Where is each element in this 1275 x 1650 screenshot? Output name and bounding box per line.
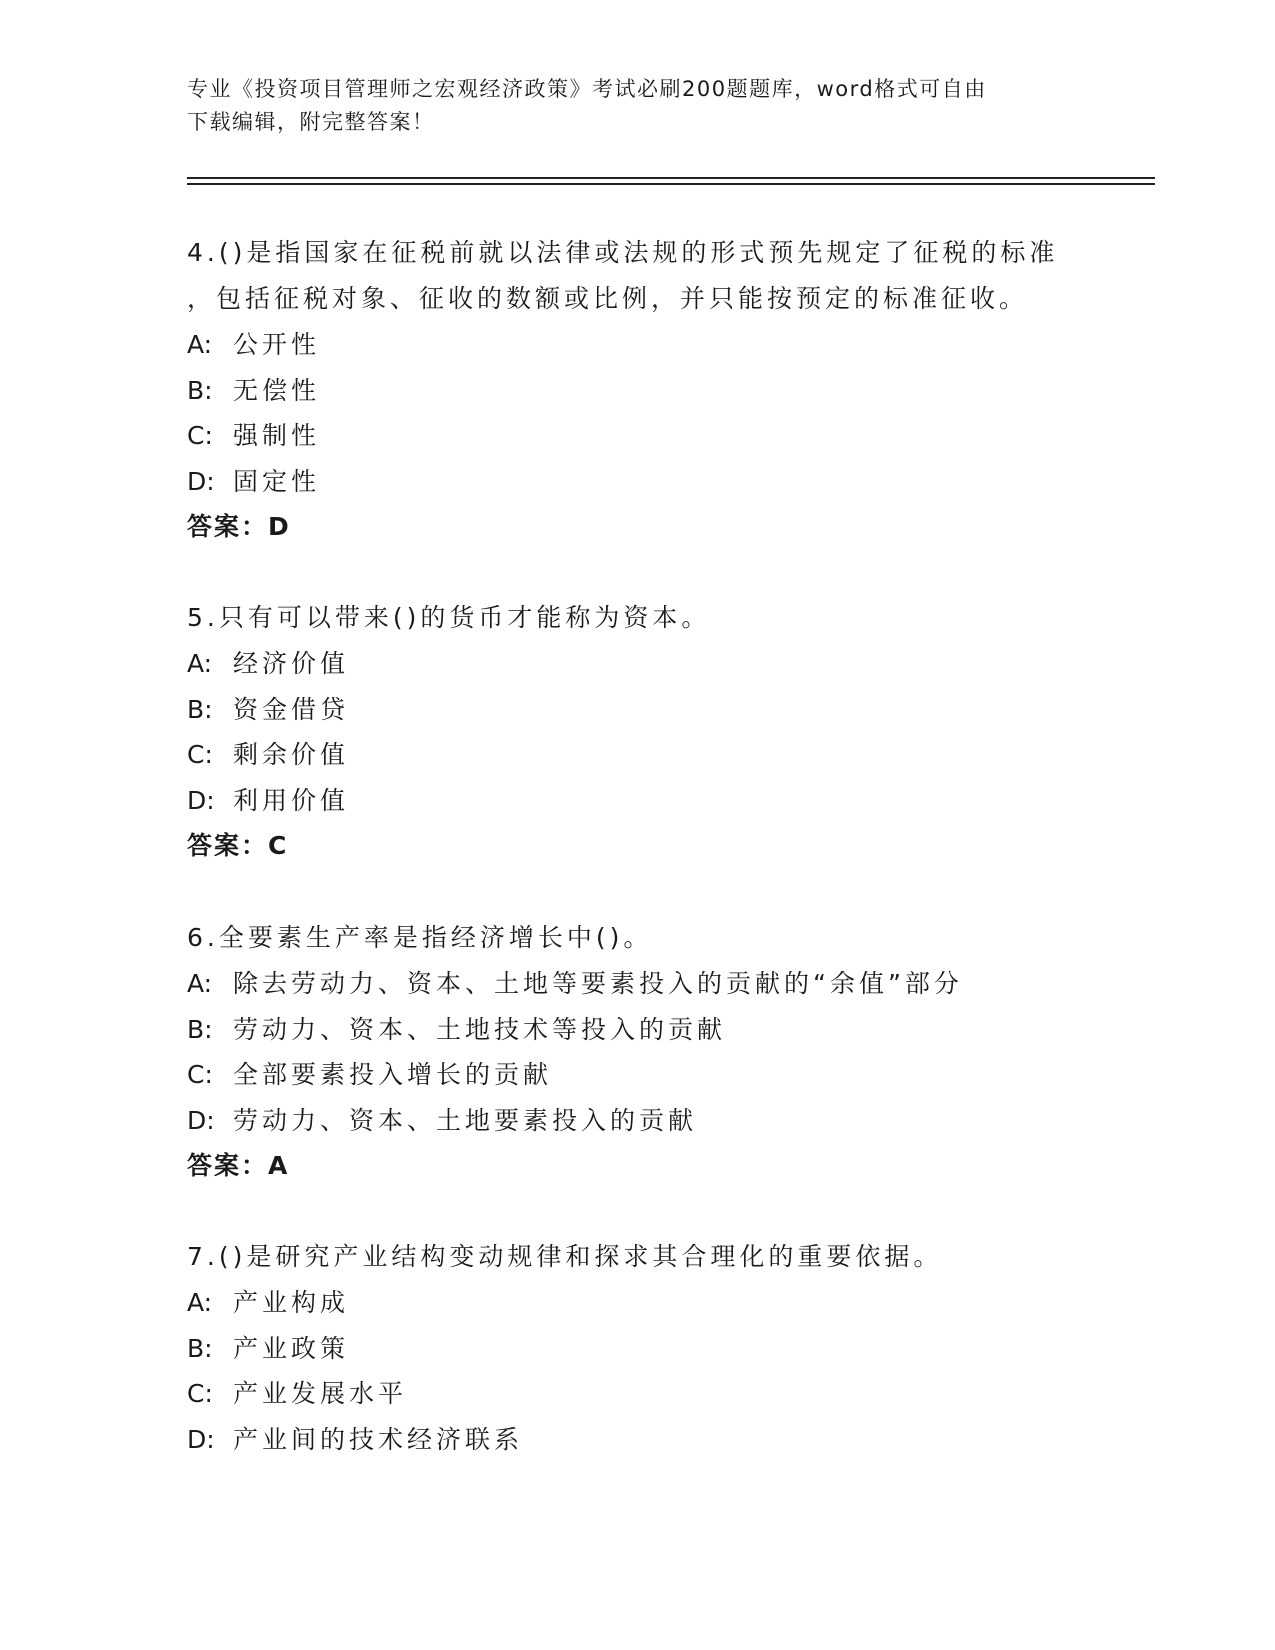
option-d <box>187 1098 1087 1144</box>
option-text: 劳动力、资本、土地技术等投入的贡献 <box>233 1014 727 1044</box>
option-text: 经济价值 <box>233 649 350 678</box>
option-letter: A: <box>187 969 213 998</box>
option-letter: A: <box>187 330 213 359</box>
question-stem-line-1: 4.()是指国家在征税前就以法律或法规的形式预先规定了征税的标准 <box>187 238 1059 267</box>
option-text: 产业间的技术经济联系 <box>233 1424 524 1454</box>
question-6 <box>187 915 1087 1189</box>
option-text: 产业政策 <box>233 1333 350 1363</box>
option-a <box>187 1280 1087 1326</box>
option-letter: C: <box>187 740 213 769</box>
option-b <box>187 1007 1087 1053</box>
option-text: 强制性 <box>233 421 321 450</box>
option-b <box>187 368 1087 414</box>
option-letter: A: <box>187 1288 213 1317</box>
option-letter: B: <box>187 1014 213 1044</box>
option-letter: D: <box>187 466 215 496</box>
option-text: 全部要素投入增长的贡献 <box>233 1060 553 1089</box>
question-5 <box>187 595 1087 869</box>
answer-line: 答案：A <box>187 1151 290 1180</box>
option-text: 产业发展水平 <box>233 1379 408 1408</box>
answer-line: 答案：C <box>187 831 289 860</box>
question-7 <box>187 1234 1087 1462</box>
option-d <box>187 1417 1087 1463</box>
option-a <box>187 641 1087 687</box>
option-c <box>187 413 1087 459</box>
header-line-2: 下载编辑，附完整答案！ <box>187 110 435 134</box>
header-divider-bottom <box>187 183 1155 185</box>
option-letter: B: <box>187 694 213 724</box>
option-c <box>187 1052 1087 1098</box>
option-letter: B: <box>187 1333 213 1363</box>
answer-line: 答案：D <box>187 512 291 541</box>
option-letter: C: <box>187 421 213 450</box>
option-letter: D: <box>187 785 215 815</box>
option-text: 利用价值 <box>233 785 350 815</box>
option-text: 公开性 <box>233 330 321 359</box>
option-letter: B: <box>187 375 213 405</box>
option-text: 无偿性 <box>233 375 321 405</box>
document-header <box>187 73 1077 139</box>
option-letter: D: <box>187 1424 215 1454</box>
question-stem-line-1: 7.()是研究产业结构变动规律和探求其合理化的重要依据。 <box>187 1242 943 1271</box>
option-c <box>187 732 1087 778</box>
option-letter: C: <box>187 1060 213 1089</box>
option-text: 产业构成 <box>233 1288 350 1317</box>
question-stem-line-1: 5.只有可以带来()的货币才能称为资本。 <box>187 603 711 632</box>
option-text: 剩余价值 <box>233 740 350 769</box>
option-letter: C: <box>187 1379 213 1408</box>
option-a <box>187 961 1087 1007</box>
header-divider-top <box>187 177 1155 179</box>
option-text: 除去劳动力、资本、土地等要素投入的贡献的“余值”部分 <box>233 969 963 998</box>
option-text: 固定性 <box>233 466 321 496</box>
question-4 <box>187 230 1087 550</box>
option-c <box>187 1371 1087 1417</box>
option-b <box>187 687 1087 733</box>
header-line-1: 专业《投资项目管理师之宏观经济政策》考试必刷200题题库，word格式可自由 <box>187 77 987 101</box>
option-letter: D: <box>187 1105 215 1135</box>
option-letter: A: <box>187 649 213 678</box>
question-stem-line-2: ，包括征税对象、征收的数额或比例，并只能按预定的标准征收。 <box>187 284 1029 313</box>
question-stem-line-1: 6.全要素生产率是指经济增长中()。 <box>187 923 653 952</box>
option-b <box>187 1326 1087 1372</box>
option-text: 劳动力、资本、土地要素投入的贡献 <box>233 1105 698 1135</box>
option-text: 资金借贷 <box>233 694 350 724</box>
option-a <box>187 322 1087 368</box>
option-d <box>187 459 1087 505</box>
option-d <box>187 778 1087 824</box>
